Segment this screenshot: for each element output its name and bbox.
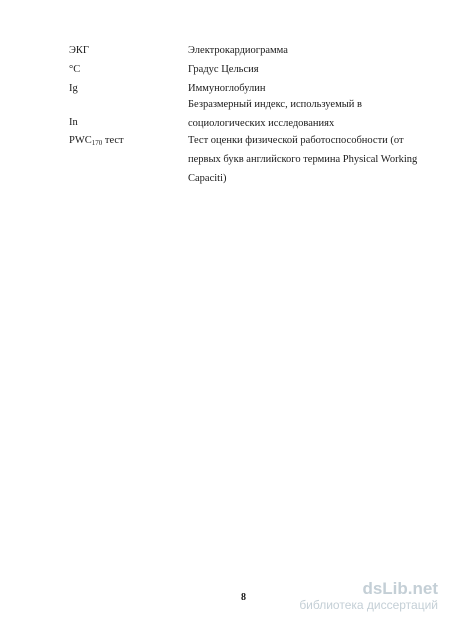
- definition-line: Электрокардиограмма: [188, 45, 288, 56]
- watermark-logo: dsLib.net: [362, 579, 438, 598]
- abbreviation-term: [69, 134, 124, 150]
- definition-line: Градус Цельсия: [188, 64, 259, 75]
- abbreviation-term: ЭКГ: [69, 45, 90, 56]
- abbreviation-term: In: [69, 117, 78, 128]
- abbreviation-term-suffix: тест: [102, 135, 124, 146]
- watermark-caption: библиотека диссертаций: [299, 598, 438, 612]
- definition-line: Тест оценки физической работоспособности (от: [188, 135, 404, 146]
- abbreviation-term-main: PWC: [69, 135, 92, 146]
- watermark: [299, 580, 438, 612]
- definition-line: Иммуноглобулин: [188, 83, 266, 94]
- abbreviation-term-subscript: 170: [91, 139, 103, 147]
- abbreviation-definition: [188, 44, 388, 63]
- abbreviation-term: Ig: [69, 83, 78, 94]
- definition-line: Capaciti): [188, 173, 227, 184]
- page-number: 8: [241, 592, 246, 603]
- abbreviation-definition: [188, 98, 388, 136]
- definition-line: социологических исследованиях: [188, 118, 335, 129]
- definition-line: первых букв английского термина Physical Working: [188, 154, 418, 165]
- definition-line: Безразмерный индекс, используемый в: [188, 99, 362, 110]
- abbreviation-term: °С: [69, 64, 81, 75]
- abbreviation-definition: [188, 134, 418, 191]
- abbreviation-definition: [188, 63, 388, 82]
